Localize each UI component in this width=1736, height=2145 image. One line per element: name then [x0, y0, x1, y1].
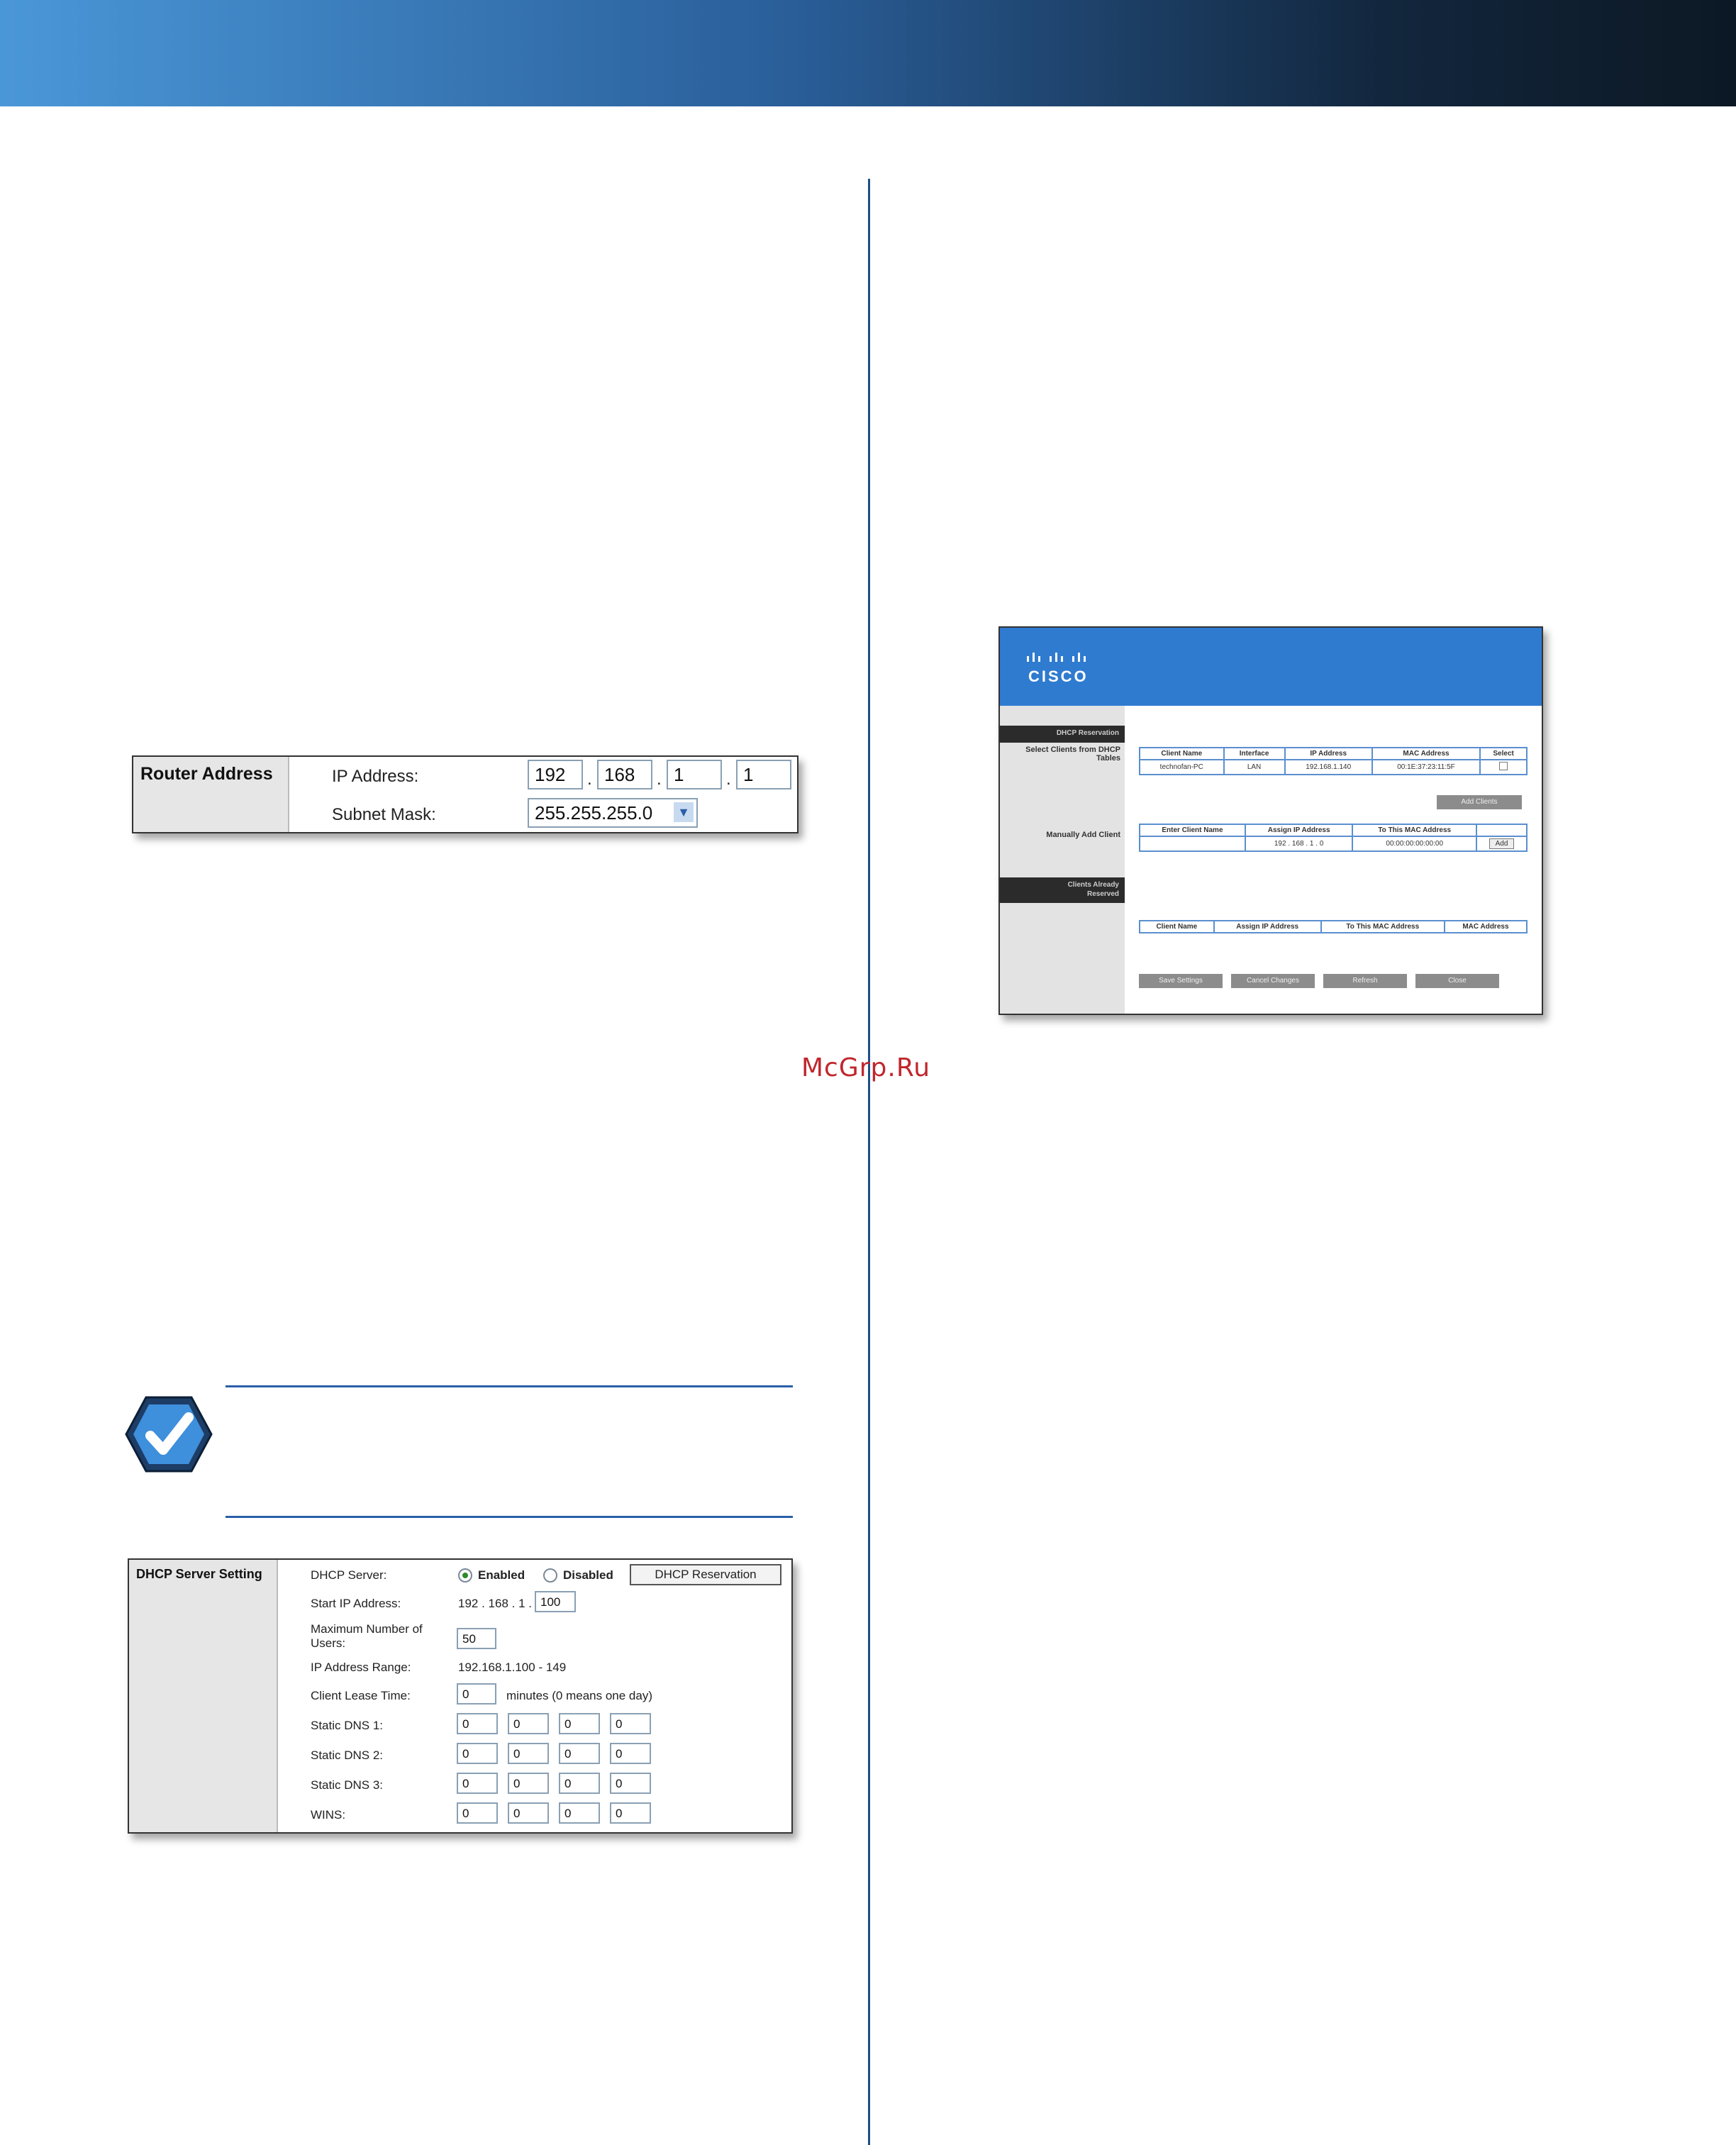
dhcp-reservation-window	[998, 626, 1543, 1015]
disabled-radio[interactable]	[543, 1568, 557, 1583]
reserved-clients-table	[1139, 920, 1528, 933]
reserved-heading-bar	[1000, 877, 1125, 903]
col-header: To This MAC Address	[1352, 824, 1476, 836]
cisco-logo-text: CISCO	[1028, 667, 1089, 685]
manually-add-label: Manually Add Client	[1046, 831, 1120, 839]
section-sidebar	[129, 1560, 278, 1832]
col-header: Assign IP Address	[1245, 824, 1352, 836]
col-header: IP Address	[1285, 748, 1372, 760]
col-header: Interface	[1224, 748, 1285, 760]
save-settings-button[interactable]: Save Settings	[1139, 974, 1223, 988]
enabled-radio[interactable]	[458, 1568, 472, 1583]
dns2-octet-2[interactable]: 0	[508, 1743, 549, 1764]
ip-address-label: IP Address:	[332, 767, 419, 786]
table-row	[1140, 760, 1527, 775]
dns1-octet-1[interactable]: 0	[457, 1713, 498, 1734]
max-users-label: Maximum Number of Users:	[311, 1622, 423, 1650]
cisco-logo-icon	[1025, 649, 1089, 665]
router-address-label: Router Address	[140, 764, 273, 784]
subnet-mask-value: 255.255.255.0	[535, 802, 653, 824]
dns2-octet-1[interactable]: 0	[457, 1743, 498, 1764]
subnet-mask-select[interactable]	[528, 798, 698, 828]
col-header: Client Name	[1140, 921, 1214, 933]
header-banner	[0, 0, 1736, 106]
lease-time-label: Client Lease Time:	[311, 1689, 411, 1702]
refresh-button[interactable]: Refresh	[1323, 974, 1407, 988]
add-button[interactable]: Add	[1489, 838, 1515, 849]
dhcp-server-setting-panel	[128, 1558, 793, 1834]
col-header: Assign IP Address	[1214, 921, 1321, 933]
wins-octet-3[interactable]: 0	[559, 1802, 600, 1824]
ip-octet-1-input[interactable]: 192	[528, 760, 583, 789]
col-header: To This MAC Address	[1321, 921, 1445, 933]
ip-octet-4-input[interactable]: 1	[736, 760, 791, 789]
col-header: MAC Address	[1372, 748, 1480, 760]
start-ip-prefix: 192 . 168 . 1 .	[458, 1597, 532, 1610]
dns1-octet-3[interactable]: 0	[559, 1713, 600, 1734]
mac-address-input[interactable]: 00:00:00:00:00:00	[1352, 836, 1476, 851]
dns1-label: Static DNS 1:	[311, 1719, 384, 1732]
cisco-header	[1000, 628, 1542, 706]
table-row	[1140, 836, 1527, 851]
select-cell	[1480, 760, 1527, 775]
dhcp-reservation-button[interactable]: DHCP Reservation	[630, 1564, 781, 1585]
ip-range-label: IP Address Range:	[311, 1661, 411, 1674]
manual-add-table	[1139, 824, 1528, 852]
watermark: McGrp.Ru	[801, 1053, 931, 1082]
col-header: Select	[1480, 748, 1527, 760]
mac-address-cell: 00:1E:37:23:11:5F	[1372, 760, 1480, 775]
dns2-label: Static DNS 2:	[311, 1748, 384, 1762]
interface-cell: LAN	[1224, 760, 1285, 775]
client-name-input[interactable]	[1140, 836, 1245, 851]
dns2-octet-4[interactable]: 0	[610, 1743, 651, 1764]
max-users-input[interactable]: 50	[457, 1628, 496, 1649]
chevron-down-icon: ▼	[674, 802, 694, 822]
lease-time-input[interactable]: 0	[457, 1683, 496, 1705]
ip-range-value: 192.168.1.100 - 149	[458, 1661, 567, 1674]
ip-octet-2-input[interactable]: 168	[597, 760, 652, 789]
dns2-octet-3[interactable]: 0	[559, 1743, 600, 1764]
disabled-label: Disabled	[563, 1568, 613, 1582]
select-clients-table	[1139, 747, 1528, 775]
close-button[interactable]: Close	[1415, 974, 1499, 988]
select-checkbox[interactable]	[1499, 762, 1508, 770]
client-name-cell: technofan-PC	[1140, 760, 1224, 775]
dns3-label: Static DNS 3:	[311, 1778, 384, 1792]
dns3-octet-2[interactable]: 0	[508, 1773, 549, 1794]
dns1-octet-2[interactable]: 0	[508, 1713, 549, 1734]
dns3-octet-1[interactable]: 0	[457, 1773, 498, 1794]
col-header: MAC Address	[1445, 921, 1527, 933]
enabled-label: Enabled	[478, 1568, 525, 1582]
start-ip-last-input[interactable]: 100	[535, 1591, 576, 1612]
wins-octet-4[interactable]: 0	[610, 1802, 651, 1824]
col-header: Enter Client Name	[1140, 824, 1245, 836]
cancel-changes-button[interactable]: Cancel Changes	[1231, 974, 1315, 988]
assign-ip-prefix: 192 . 168 . 1 .	[1274, 840, 1318, 848]
wins-label: WINS:	[311, 1808, 346, 1822]
sidebar-heading-bar	[1000, 726, 1125, 743]
wins-octet-1[interactable]: 0	[457, 1802, 498, 1824]
col-header: Client Name	[1140, 748, 1224, 760]
note-top-rule	[226, 1385, 793, 1387]
dhcp-server-label: DHCP Server:	[311, 1568, 387, 1582]
checkmark-note-icon	[125, 1396, 213, 1473]
lease-time-note: minutes (0 means one day)	[506, 1689, 652, 1702]
dns1-octet-4[interactable]: 0	[610, 1713, 651, 1734]
start-ip-label: Start IP Address:	[311, 1597, 401, 1610]
add-clients-button[interactable]: Add Clients	[1437, 795, 1522, 809]
subnet-mask-label: Subnet Mask:	[332, 805, 436, 824]
select-clients-label: Select Clients from DHCP Tables	[1025, 746, 1120, 763]
ip-address-cell: 192.168.1.140	[1285, 760, 1372, 775]
column-divider	[868, 179, 870, 2145]
assign-ip-last-input[interactable]: 0	[1319, 840, 1324, 848]
router-address-panel: Router Address IP Address: 192 . 168 . 1 . 1 Subnet Mask: 255.255.255.0 ▼	[132, 755, 799, 833]
dhcp-reservation-heading: DHCP Reservation	[1056, 729, 1119, 737]
dns3-octet-3[interactable]: 0	[559, 1773, 600, 1794]
note-bottom-rule	[226, 1516, 793, 1518]
reserved-heading: Clients Already Reserved	[1067, 881, 1119, 898]
ip-octet-3-input[interactable]: 1	[667, 760, 722, 789]
dns3-octet-4[interactable]: 0	[610, 1773, 651, 1794]
wins-octet-2[interactable]: 0	[508, 1802, 549, 1824]
dhcp-server-setting-label: DHCP Server Setting	[136, 1567, 262, 1581]
